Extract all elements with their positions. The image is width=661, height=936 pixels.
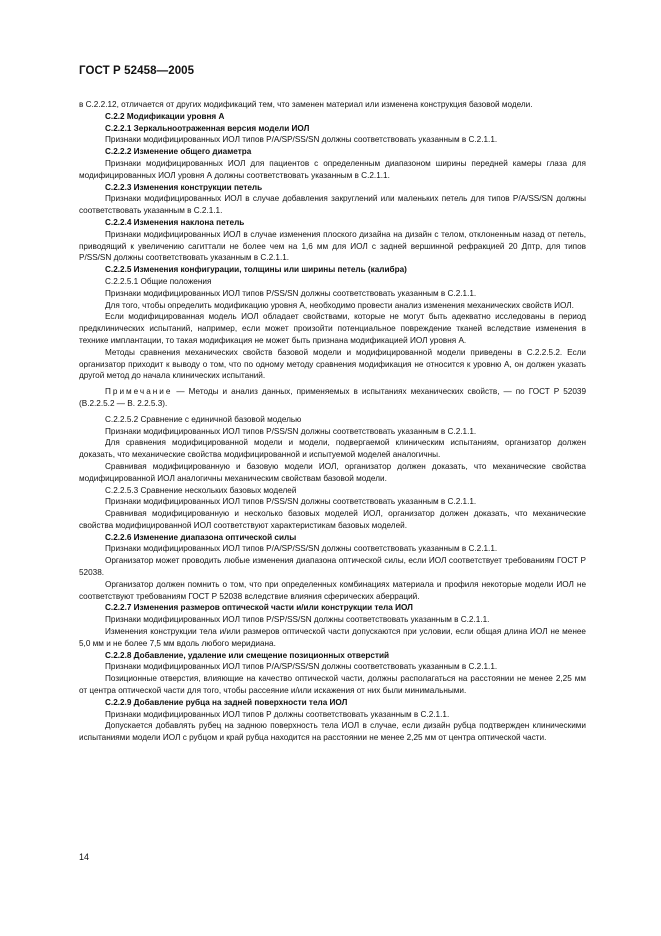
note-paragraph — [79, 386, 586, 410]
body-paragraph: Сравнивая модифицированную и базовую модели ИОЛ, организатор должен доказать, что механические свойства модифицированной ИОЛ аналогичны механическим свойствам базовой модели. — [79, 461, 586, 483]
section-heading: С.2.2 Модификации уровня А — [105, 111, 225, 121]
body-paragraph: С.2.2.5.1 Общие положения — [105, 276, 212, 286]
body-paragraph: Признаки модифицированных ИОЛ типов P/SP/SS/SN должны соответствовать указанным в С.2.1.1. — [105, 615, 490, 625]
section-heading: С.2.2.9 Добавление рубца на задней поверхности тела ИОЛ — [105, 697, 348, 707]
body-paragraph: С.2.2.5.3 Сравнение нескольких базовых моделей — [105, 485, 297, 495]
document-body — [79, 99, 586, 744]
section-heading: С.2.2.3 Изменения конструкции петель — [105, 182, 263, 192]
note-text: — Методы и анализ данных, применяемых в испытаниях механических свойств, — по ГОСТ Р 52039 (В.2.2.5.2 — В. 2.2.5.3). — [79, 387, 586, 408]
body-paragraph: Признаки модифицированных ИОЛ типов P должны соответствовать указанным в С.2.1.1. — [105, 709, 450, 719]
body-paragraph: Признаки модифицированных ИОЛ типов P/SS/SN должны соответствовать указанным в С.2.1.1. — [105, 426, 477, 436]
body-paragraph: Признаки модифицированных ИОЛ типов P/A/SP/SS/SN должны соответствовать указанным в С.2.1.1. — [105, 662, 498, 672]
body-paragraph: Допускается добавлять рубец на заднюю поверхность тела ИОЛ в случае, если дизайн рубца подтвержден клиническими испытаниями модели ИОЛ с рубцом и край рубца находится на расстоянии не менее 2,25 мм от центра оптической части. — [79, 721, 586, 743]
page-header-title: ГОСТ Р 52458—2005 — [79, 65, 195, 77]
body-paragraph: Признаки модифицированных ИОЛ в случае изменения плоского дизайна на дизайн с телом, отклоненным назад от петель, приводящий к увеличению сагиттали не более чем на 1,6 мм для ИОЛ с задней вершинной рефракцией 20 Дптр, для типов P/SS/SN должны соответствовать указанным в С.2.1.1. — [79, 229, 586, 263]
body-paragraph: Для того, чтобы определить модификацию уровня А, необходимо провести анализ изменения механических свойств ИОЛ. — [105, 300, 574, 310]
body-paragraph: Признаки модифицированных ИОЛ типов P/SS/SN должны соответствовать указанным в С.2.1.1. — [105, 497, 477, 507]
section-heading: С.2.2.1 Зеркальноотраженная версия модели ИОЛ — [105, 123, 310, 133]
body-paragraph: Организатор может проводить любые изменения диапазона оптической силы, если ИОЛ соответствует требованиям ГОСТ Р 52038. — [79, 556, 586, 578]
body-paragraph: Признаки модифицированных ИОЛ для пациентов с определенным диапазоном ширины передней камеры глаза для модифицированных ИОЛ уровня А должны соответствовать указанным в С.2.1.1. — [79, 158, 586, 180]
body-paragraph: Признаки модифицированных ИОЛ в случае добавления закруглений или маленьких петель для типов P/A/SS/SN должны соответствовать указанным в С.2.1.1. — [79, 194, 586, 216]
section-heading: С.2.2.7 Изменения размеров оптической части и/или конструкции тела ИОЛ — [105, 603, 413, 613]
body-paragraph: Признаки модифицированных ИОЛ типов P/A/SP/SS/SN должны соответствовать указанным в С.2.1.1. — [105, 544, 498, 554]
page-number: 14 — [79, 852, 90, 862]
body-paragraph: Изменения конструкции тела и/или размеров оптической части допускаются при условии, если общая длина ИОЛ не менее 5,0 мм и не более 7,5 мм вдоль любого меридиана. — [79, 627, 586, 648]
body-paragraph: Сравнивая модифицированную и несколько базовых моделей ИОЛ, организатор должен доказать, что механические свойства модифицированной ИОЛ соответствуют характеристикам базовых моделей. — [79, 509, 586, 530]
section-heading: С.2.2.2 Изменение общего диаметра — [105, 147, 252, 157]
section-heading: С.2.2.5 Изменения конфигурации, толщины или ширины петель (калибра) — [105, 265, 407, 275]
body-paragraph: Признаки модифицированных ИОЛ типов P/SS/SN должны соответствовать указанным в С.2.1.1. — [105, 288, 477, 298]
body-paragraph: в С.2.2.12, отличается от других модификаций тем, что заменен материал или изменена конструкция базовой модели. — [79, 100, 533, 109]
body-paragraph: С.2.2.5.2 Сравнение с единичной базовой моделью — [105, 414, 302, 424]
body-paragraph: Если модифицированная модель ИОЛ обладает свойствами, которые не могут быть адекватно исследованы в период предклинических испытаний, например, если может произойти потенциальное повреждение тканей вследствие изменения в технике имплантации, то такая модификация не может быть признана модификацией ИОЛ уровня А. — [79, 312, 586, 345]
note-label: Примечание — [105, 387, 173, 397]
section-heading: С.2.2.6 Изменение диапазона оптической силы — [105, 532, 297, 542]
body-paragraph: Признаки модифицированных ИОЛ типов P/A/SP/SS/SN должны соответствовать указанным в С.2.1.1. — [105, 135, 498, 145]
body-paragraph: Для сравнения модифицированной модели и модели, подвергаемой клиническим испытаниям, организатор должен доказать, что механические свойства модифицированной и испытуемой моделей аналогичны. — [79, 438, 586, 460]
section-heading: С.2.2.8 Добавление, удаление или смещение позиционных отверстий — [105, 650, 390, 660]
section-heading: С.2.2.4 Изменения наклона петель — [105, 217, 245, 227]
body-paragraph: Методы сравнения механических свойств базовой модели и модифицированной модели приведены в С.2.2.5.2. Если организатор приходит к выводу о том, что по одному методу сравнения модификация не относится к уровню А, он должен указать другой метод до начала клинических испытаний. — [79, 347, 586, 381]
body-paragraph: Организатор должен помнить о том, что при определенных комбинациях материала и профиля некоторые модели ИОЛ не соответствуют требованиям ГОСТ Р 52038 вследствие влияния сферических аберраций. — [79, 579, 586, 601]
body-paragraph: Позиционные отверстия, влияющие на качество оптической части, должны располагаться на расстоянии не менее 2,25 мм от центра оптической части для того, чтобы рассеяние и/или искажения от них были минимальными. — [79, 674, 586, 696]
